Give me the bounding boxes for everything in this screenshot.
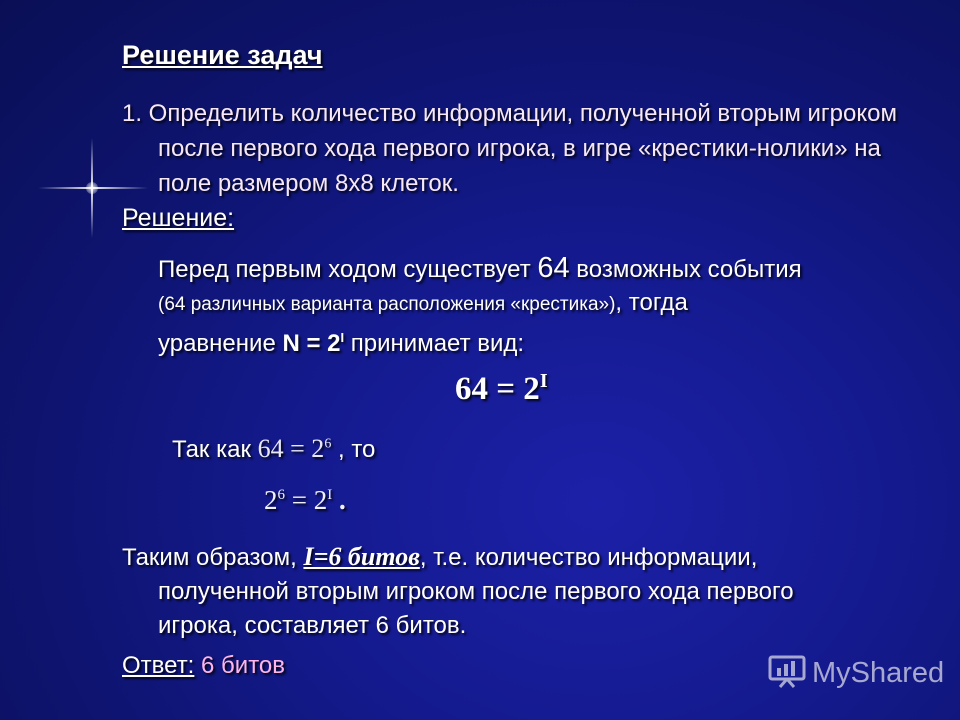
text-part: , то xyxy=(331,436,376,463)
equation-base: 64 = 2 xyxy=(257,434,325,463)
equation-exponent: I xyxy=(327,487,333,503)
equation-exponent: I xyxy=(340,330,345,345)
text-part: , т.е. количество информации, xyxy=(419,544,758,571)
text-part: , тогда xyxy=(615,289,688,316)
solution-label: Решение: xyxy=(122,204,235,232)
answer-label: Ответ: xyxy=(122,652,195,679)
solution-line-2 xyxy=(158,286,918,321)
number-64: 64 xyxy=(537,252,570,284)
text-part: Таким образом, xyxy=(122,544,304,571)
text-part: возможных события xyxy=(569,256,802,283)
since-line xyxy=(172,434,375,464)
text-part: уравнение xyxy=(158,330,283,357)
task-line-3: «крестики-нолики» на поле размером 8х8 клеток. xyxy=(158,135,881,197)
equation-period: . xyxy=(332,485,346,515)
slide-title: Решение задач xyxy=(122,40,323,70)
equation-inline: N = 2 xyxy=(282,330,341,357)
solution-paragraph xyxy=(158,252,918,360)
solution-line-1 xyxy=(158,252,918,286)
conclusion-line-2: полученной вторым игроком после первого хода первого xyxy=(158,578,794,605)
equation-exponent: 6 xyxy=(277,487,285,503)
equation-second xyxy=(264,485,346,516)
conclusion-paragraph xyxy=(122,540,922,643)
result-highlight: I=6 битов xyxy=(303,542,420,571)
task-line-2: игроком после первого хода первого игрока, в игре xyxy=(158,100,897,162)
conclusion-line-3: игрока, составляет 6 битов. xyxy=(158,612,467,639)
equation-base: = 2 xyxy=(285,485,328,515)
watermark-logo xyxy=(768,654,944,693)
answer-line xyxy=(122,652,285,680)
equation-base: 64 = 2 xyxy=(455,371,540,407)
conclusion-line-1 xyxy=(122,540,922,575)
equation-main xyxy=(455,370,548,408)
text-part: принимает вид: xyxy=(344,330,525,357)
task-text xyxy=(122,96,912,201)
equation-base: 2 xyxy=(264,485,278,515)
answer-value: 6 битов xyxy=(194,652,286,679)
presentation-board-icon xyxy=(768,654,806,693)
parenthetical-note: (64 различных варианта расположения «крестика») xyxy=(158,294,616,315)
logo-text: MyShared xyxy=(812,657,945,689)
task-line-1: 1. Определить количество информации, полученной вторым xyxy=(122,100,801,127)
text-part: Так как xyxy=(172,436,258,463)
star-flare-center xyxy=(86,182,98,194)
text-part: Перед первым ходом существует xyxy=(158,256,538,283)
since-equation xyxy=(258,434,332,463)
equation-exponent: I xyxy=(539,370,548,392)
equation-exponent: 6 xyxy=(324,436,332,452)
task-paragraph xyxy=(122,96,912,201)
solution-line-3 xyxy=(158,321,918,360)
